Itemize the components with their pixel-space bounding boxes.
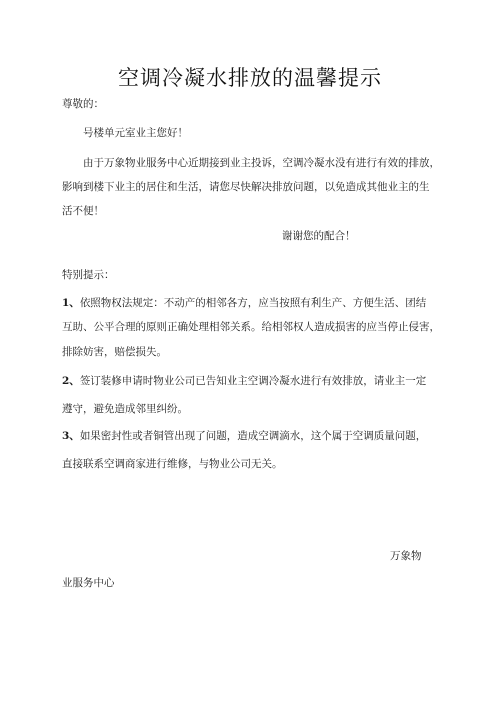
tip-number: 1、 xyxy=(62,297,80,309)
body-line: 由于万象物业服务中心近期接到业主投诉，空调冷凝水没有进行有效的排放， xyxy=(83,157,440,169)
tip-line: 直接联系空调商家进行维修，与物业公司无关。 xyxy=(62,458,283,470)
tip-text: 如果密封性或者铜管出现了问题，造成空调滴水，这个属于空调质量问题， xyxy=(79,430,427,442)
owner-greeting: 号楼单元室业主您好！ xyxy=(83,127,188,139)
body-line: 影响到楼下业主的居住和生活，请您尽快解决排放问题，以免造成其他业主的生 xyxy=(62,181,430,193)
tip-line: 互助、公平合理的原则正确处理相邻关系。给相邻权人造成损害的应当停止侵害， xyxy=(62,321,440,333)
tip-line: 遵守，避免造成邻里纠纷。 xyxy=(62,403,188,415)
tip-text: 依照物权法规定：不动产的相邻各方，应当按照有利生产、方便生活、团结 xyxy=(79,297,427,309)
tip-number: 3、 xyxy=(62,430,80,442)
signature-part-1: 万象物 xyxy=(390,550,422,562)
signature-part-2: 业服务中心 xyxy=(62,577,115,589)
tip-item-1 xyxy=(62,296,426,310)
tip-line: 排除妨害，赔偿损失。 xyxy=(62,346,167,358)
tip-text: 签订装修申请时物业公司已告知业主空调冷凝水进行有效排放，请业主一定 xyxy=(79,375,427,387)
salutation: 尊敬的： xyxy=(62,98,104,110)
tips-heading: 特别提示： xyxy=(62,269,115,281)
tip-item-2 xyxy=(62,374,426,388)
thanks-line: 谢谢您的配合！ xyxy=(282,230,356,242)
body-line: 活不便！ xyxy=(62,205,104,217)
tip-item-3 xyxy=(62,429,426,443)
document-title: 空调冷凝水排放的温馨提示 xyxy=(118,66,382,90)
tip-number: 2、 xyxy=(62,375,80,387)
